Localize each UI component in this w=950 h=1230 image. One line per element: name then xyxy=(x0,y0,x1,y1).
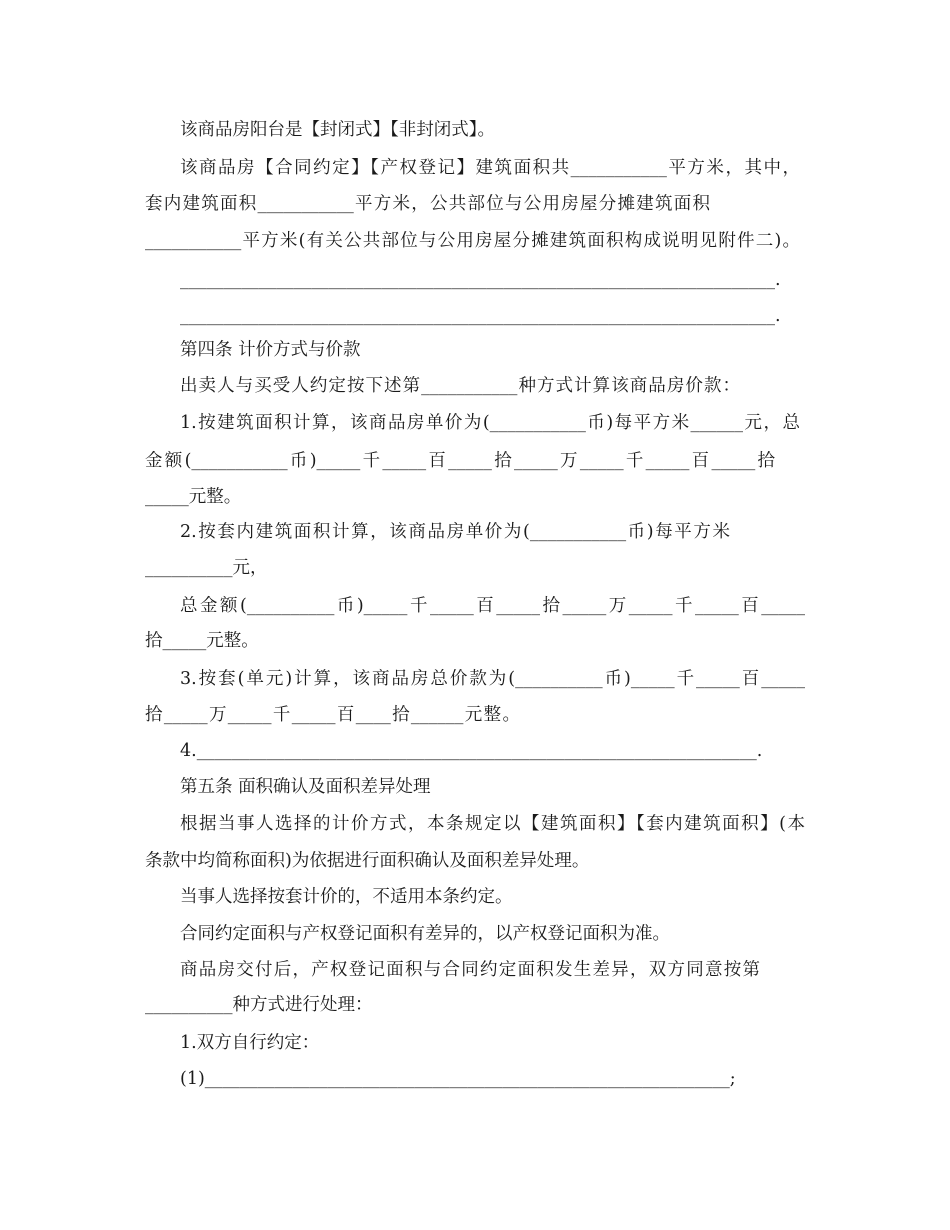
text-line: 当事人选择按套计价的，不适用本条约定。 xyxy=(180,887,513,907)
text-line: __________元， xyxy=(145,558,268,578)
text-line: 金额(___________币)_____千_____百_____拾_____万_____千_____百_____拾 xyxy=(145,451,775,471)
text-line: 1.双方自行约定： xyxy=(180,1033,320,1053)
text-line: 套内建筑面积___________平方米，公共部位与公用房屋分摊建筑面积 xyxy=(145,194,710,214)
text-line: _____元整。 xyxy=(145,487,242,507)
text-line: 该商品房【合同约定】【产权登记】建筑面积共___________平方米，其中， xyxy=(180,158,800,178)
text-line: 总金额(__________币)_____千_____百_____拾_____万_____千_____百_____ xyxy=(180,596,805,616)
text-line: 1.按建筑面积计算，该商品房单价为(___________币)每平方米______元，总 xyxy=(180,413,800,433)
text-line: 根据当事人选择的计价方式，本条规定以【建筑面积】【套内建筑面积】(本 xyxy=(180,814,805,834)
text-line: ___________平方米(有关公共部位与公用房屋分摊建筑面积构成说明见附件二)。 xyxy=(145,231,800,251)
section-heading: 第四条 计价方式与价款 xyxy=(180,340,361,360)
text-line: 商品房交付后，产权登记面积与合同约定面积发生差异，双方同意按第 xyxy=(180,960,760,980)
text-line: 出卖人与买受人约定按下述第___________种方式计算该商品房价款： xyxy=(180,376,740,396)
section-heading: 第五条 面积确认及面积差异处理 xyxy=(180,777,431,797)
text-line: ____________________________________________________________________. xyxy=(180,270,781,290)
text-line: 拾_____万_____千_____百____拾______元整。 xyxy=(145,705,520,725)
text-line: 合同约定面积与产权登记面积有差异的，以产权登记面积为准。 xyxy=(180,924,670,944)
text-line: 3.按套(单元)计算，该商品房总价款为(__________币)_____千_____百_____ xyxy=(180,669,805,689)
text-line: (1)____________________________________________________________; xyxy=(180,1069,736,1089)
text-line: __________种方式进行处理： xyxy=(145,995,373,1015)
text-line: ____________________________________________________________________. xyxy=(180,306,781,326)
text-line: 拾_____元整。 xyxy=(145,631,259,651)
text-line: 4.________________________________________________________________. xyxy=(180,741,763,761)
text-line: 条款中均简称面积)为依据进行面积确认及面积差异处理。 xyxy=(145,851,590,871)
text-line: 该商品房阳台是【封闭式】【非封闭式】。 xyxy=(180,120,495,140)
text-line: 2.按套内建筑面积计算，该商品房单价为(___________币)每平方米 xyxy=(180,522,730,542)
